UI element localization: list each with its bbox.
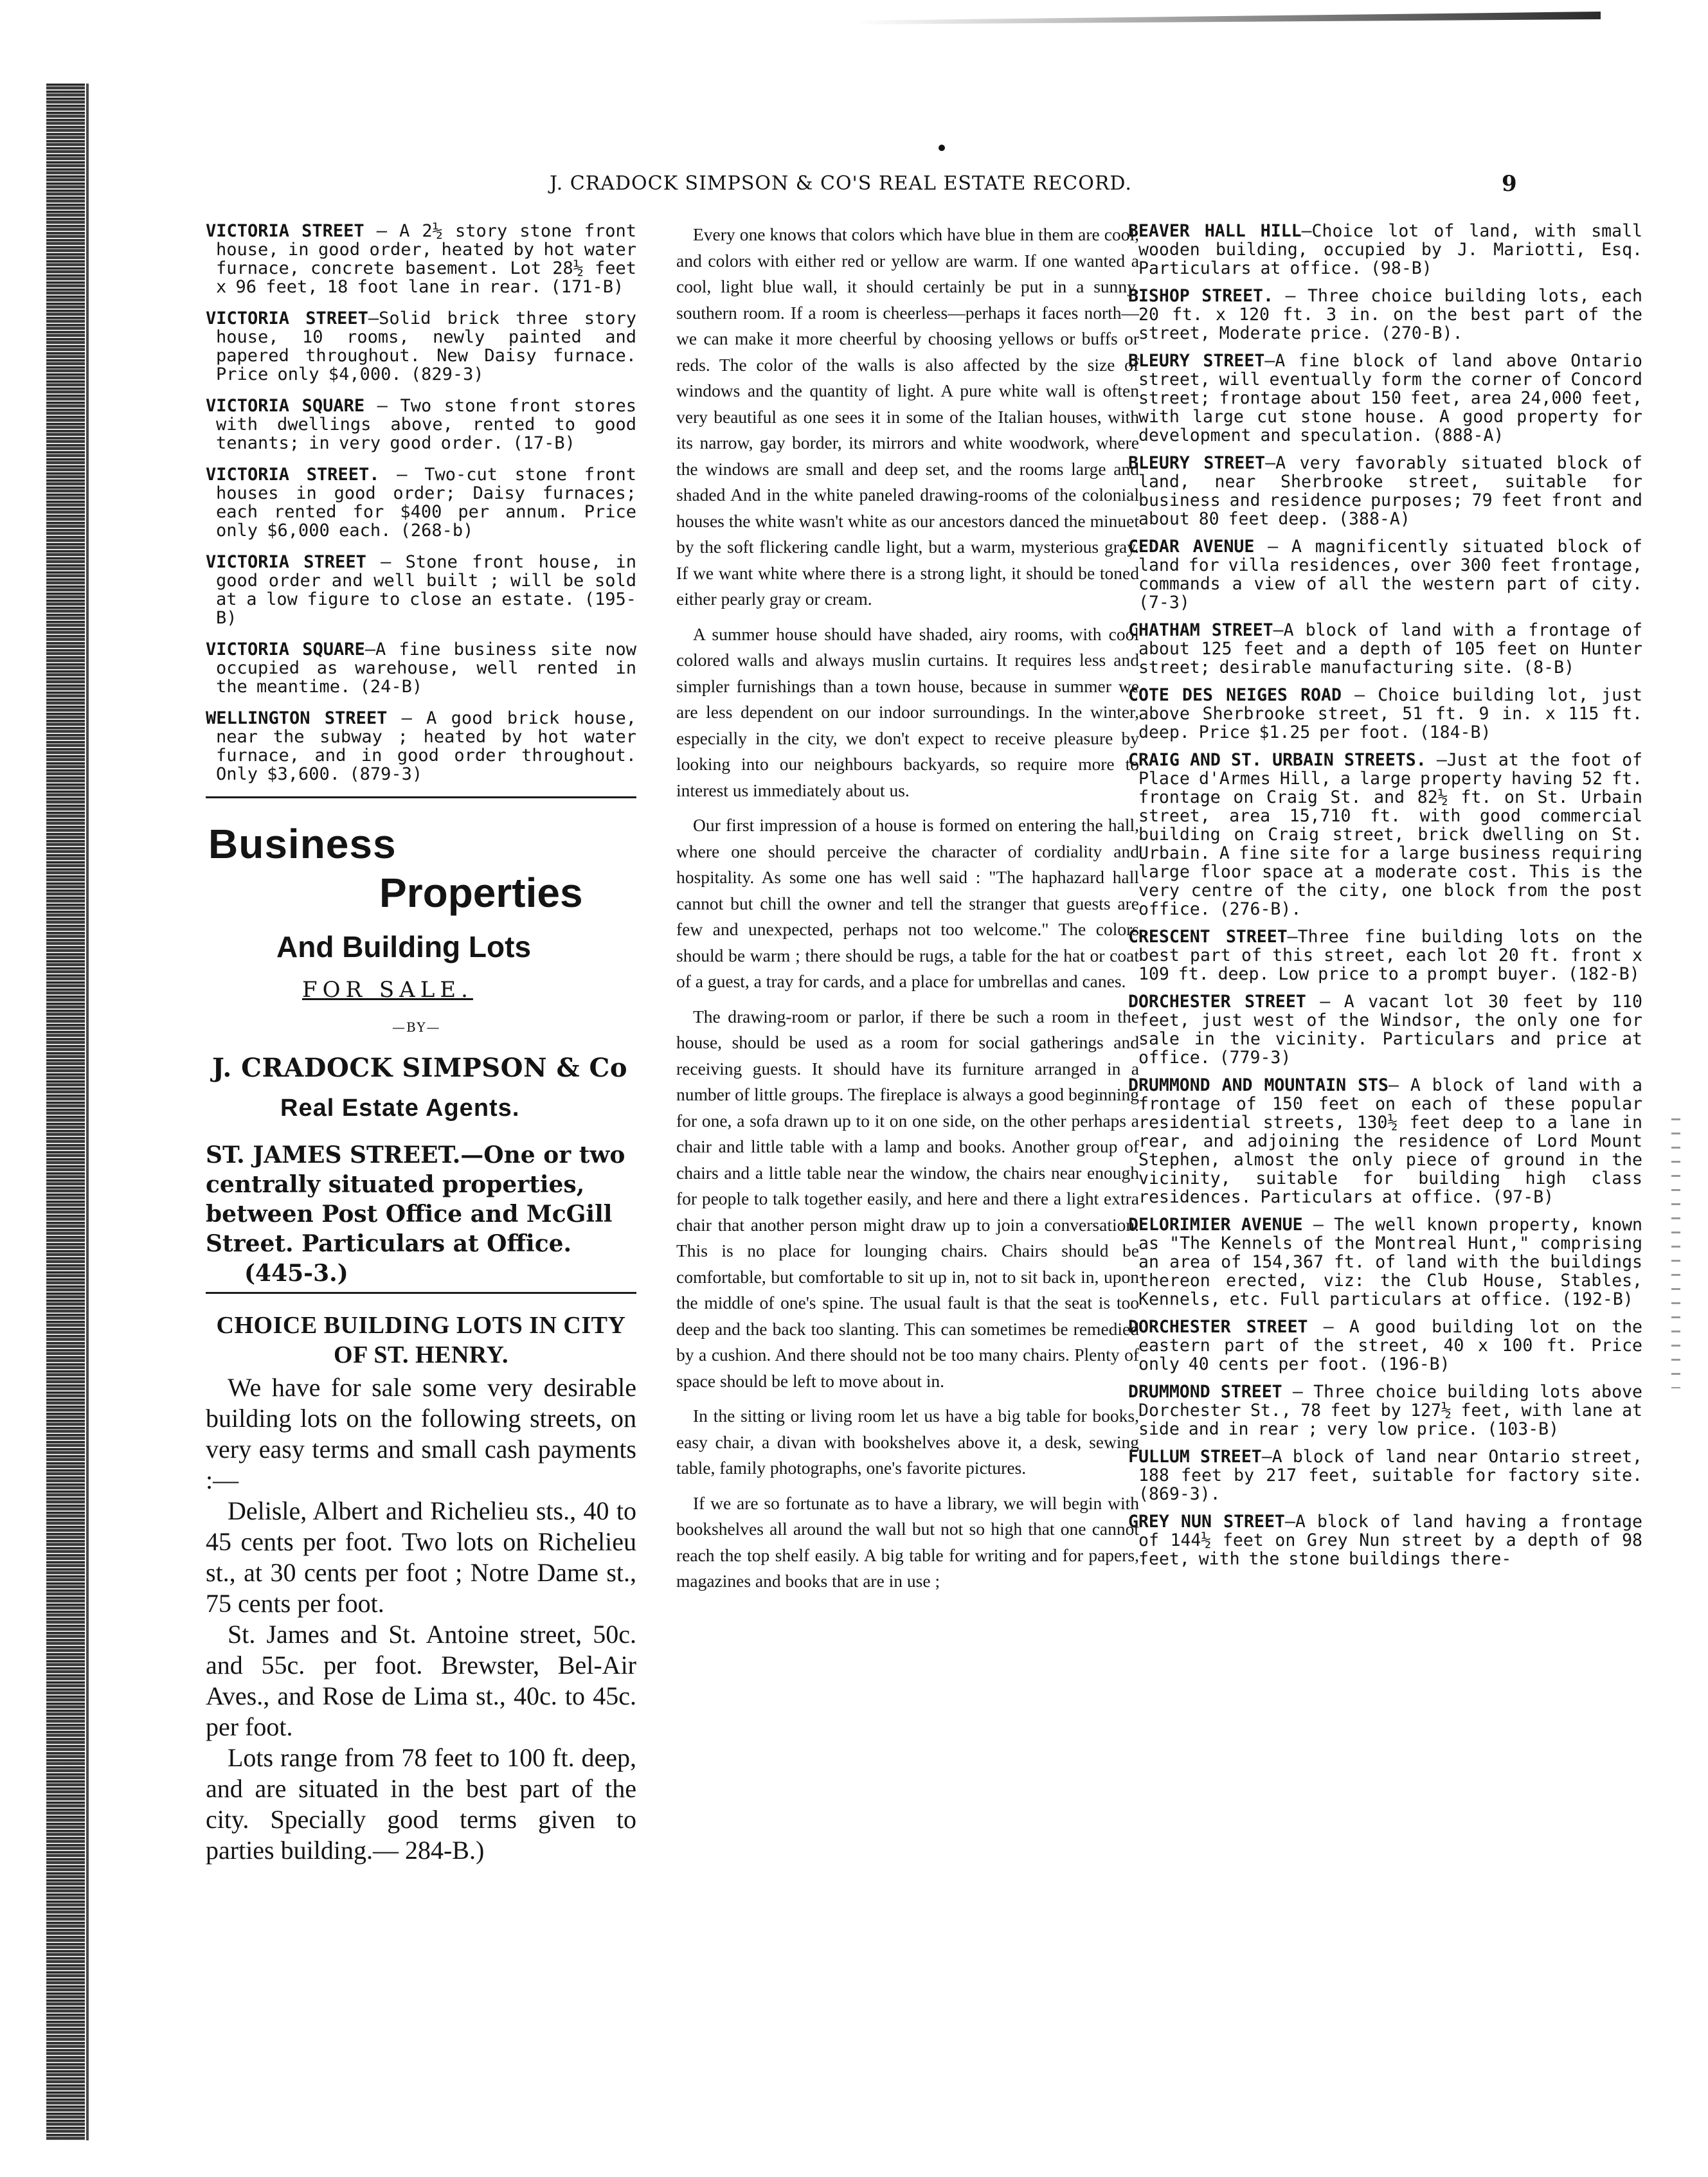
listing-item: [1128, 992, 1642, 1067]
listing-street: COTE DES NEIGES ROAD: [1128, 685, 1342, 705]
left-binding-edge: [46, 84, 85, 2140]
listing-street: DRUMMOND AND MOUNTAIN STS: [1128, 1075, 1389, 1095]
article-paragraph: If we are so fortunate as to have a library, we will begin with bookshelves all around the wall but not so high that one cannot reach the top shelf easily. A big table for writing and for papers, magazines and books that are in use ;: [676, 1492, 1139, 1591]
listing-item: [1128, 352, 1642, 445]
listings-right: [1128, 222, 1642, 1568]
listing-item: [1128, 686, 1642, 742]
ad-rule: [206, 1292, 636, 1294]
listing-item: [1128, 1318, 1642, 1374]
listing-item: [1128, 1215, 1642, 1309]
listing-street: CRESCENT STREET: [1128, 927, 1288, 947]
listing-text: — Choice building lot, just above Sherbrooke street, 51 ft. 9 in. x 115 ft. deep. Price $1.25 per foot. (184-B): [1138, 685, 1642, 742]
ad-paragraph: We have for sale some very desirable building lots on the following streets, on very easy terms and small cash payments :—: [206, 1373, 636, 1494]
article-paragraph: A summer house should have shaded, airy rooms, with cool colored walls and always muslin curtains. It requires less and simpler furnishings than a town house, because in summer we are less dependent on our indoor surroundings. In the winter, especially in the city, we don't expect to receive pleasure by looking into our neighbours backyards, so require more to interest us immediately about us.: [676, 623, 1139, 800]
ad-st-henry-text: [206, 1372, 636, 1866]
ad-st-james: [206, 1140, 636, 1288]
listing-item: [206, 309, 636, 384]
listing-street: WELLINGTON STREET: [206, 708, 388, 728]
listing-item: [1128, 751, 1642, 918]
listing-street: CRAIG AND ST. URBAIN STREETS.: [1128, 750, 1426, 770]
listing-text: — The well known property, known as "The Kennels of the Montreal Hunt," comprising an area of 154,367 ft. of land with the buildings thereon erected, viz: the Club House, Stables, Kennels, etc. Full particulars at office. (192-B): [1138, 1215, 1642, 1309]
listing-street: FULLUM STREET: [1128, 1447, 1262, 1467]
listing-text: —A fine business site now occupied as warehouse, well rented in the meantime. (24-B): [216, 640, 636, 697]
listing-text: — A magnificently situated block of land for villa residences, over 300 feet frontage, commands a view of all the western part of city. (7-3): [1138, 537, 1643, 613]
listing-item: [206, 553, 636, 627]
listing-street: BEAVER HALL HILL: [1128, 221, 1302, 241]
listing-street: DRUMMOND STREET: [1128, 1382, 1282, 1402]
listing-item: [206, 222, 636, 296]
listing-text: —Solid brick three story house, 10 rooms, newly painted and papered throughout. New Daisy furnace. Price only $4,000. (829-3): [216, 309, 636, 384]
right-scan-specks: [1671, 1118, 1680, 1388]
article-paragraph: In the sitting or living room let us have a big table for books, easy chair, a divan with bookshelves above it, a desk, sewing table, family photographs, one's favorite pictures.: [676, 1406, 1139, 1478]
listing-text: —A block of land with a frontage of about 125 feet and a depth of 105 feet on Hunter street; desirable manufacturing site. (8-B): [1138, 620, 1642, 677]
listing-street: CEDAR AVENUE: [1128, 537, 1255, 557]
listing-street: DORCHESTER STREET: [1128, 1317, 1308, 1337]
listing-street: DORCHESTER STREET: [1128, 992, 1306, 1012]
ad-subtitle: And Building Lots: [276, 930, 532, 963]
article-paragraph: Our first impression of a house is formed on entering the hall, where one should perceive the character of cordiality and hospitality. As some one has well said : "The haphazard hall cannot but chill the owner and tell the stranger that guests are few and unexpected, perhaps not too welcome." The colors should be warm ; there should be rugs, a table for the hat or coat of a guest, a tray for cards, and a place for umbrellas and canes.: [676, 815, 1139, 991]
listing-street: VICTORIA SQUARE: [206, 396, 365, 416]
ad-firm-name: J. CRADOCK SIMPSON & Co: [212, 1053, 628, 1083]
ad-for-sale: FOR SALE.: [302, 977, 473, 1003]
article-paragraph: Every one knows that colors which have blue in them are cool, and colors with either red or yellow are warm. If one wanted a cool, light blue wall, it should certainly be put in a sunny, southern room. If a room is cheerless—perhaps it faces north—we can make it more cheerful by choosing yellows or buffs or reds. The color of the walls is also affected by the size of windows and the quantity of light. A pure white wall is often very beautiful as one sees it in some of the Italian houses, with its narrow, gay border, its mirrors and white woodwork, where the windows are small and deep set, and the rooms large and shaded And in the white paneled drawing-rooms of the colonial houses the white wasn't white as our ancestors danced the minuet by the soft flickering candle light, but a warm, mysterious gray. If we want white where there is a strong light, it should be toned either pearly gray or cream.: [676, 224, 1139, 609]
listing-street: CHATHAM STREET: [1128, 620, 1273, 640]
ad-by: —BY—: [392, 1019, 441, 1035]
ad-agents: Real Estate Agents.: [280, 1095, 520, 1122]
listing-text: — A good brick house, near the subway ; heated by hot water furnace, and in good order throughout. Only $3,600. (879-3): [216, 708, 637, 784]
listing-street: BLEURY STREET: [1128, 351, 1265, 371]
column-article: [676, 222, 1139, 1604]
listing-text: —A block of land near Ontario street, 188 feet by 217 feet, suitable for factory site. (869-3).: [1138, 1447, 1642, 1504]
listing-street: DELORIMIER AVENUE: [1128, 1215, 1303, 1235]
ad-st-henry-heading: CHOICE BUILDING LOTS IN CITY OF ST. HENRY.: [216, 1312, 626, 1368]
listing-street: VICTORIA STREET.: [206, 465, 380, 485]
listing-text: — A 2½ story stone front house, in good order, heated by hot water furnace, concrete basement. Lot 28½ feet x 96 feet, 18 foot lane in rear. (171-B): [216, 221, 636, 297]
ad-paragraph: Lots range from 78 feet to 100 ft. deep, and are situated in the best part of the city. Specially good terms given to parties building.— 284-B.): [206, 1743, 636, 1865]
listing-item: [206, 640, 636, 696]
listing-text: — Stone front house, in good order and well built ; will be sold at a low figure to close an estate. (195-B): [216, 552, 636, 628]
listing-item: [206, 397, 636, 452]
running-head: J. CRADOCK SIMPSON & CO'S REAL ESTATE RECORD.: [550, 172, 1132, 195]
listing-text: — Two stone front stores with dwellings above, rented to good tenants; in very good order. (17-B): [216, 396, 636, 453]
top-scan-smudge: [855, 12, 1601, 24]
ad-st-james-ref: (445-3.): [244, 1260, 348, 1287]
listing-text: —A fine block of land above Ontario street, will eventually form the corner of Concord street; frontage about 150 feet, area 24,000 feet, with large cut stone house. A good property for development and speculation. (888-A): [1138, 351, 1642, 445]
listing-text: — Three choice building lots, each 20 ft. x 120 ft. 3 in. on the best part of the street, Moderate price. (270-B).: [1138, 286, 1642, 343]
listing-text: — A vacant lot 30 feet by 110 feet, just west of the Windsor, the only one for sale in the vicinity. Particulars and price at office. (779-3): [1138, 992, 1642, 1068]
article-paragraph: The drawing-room or parlor, if there be such a room in the house, should be used as a room for social gatherings and receiving guests. It should have its furniture arranged in a number of little groups. The fireplace is always a good beginning for one, a sofa drawn up to it on one side, on the other perhaps a chair and little table with a lamp and books. Another group of chairs and a little table near the window, the chairs near enough for people to talk together easily, and here and there a light extra chair that another person might draw up to join a conversation. This is no place for lounging chairs. Chairs should be comfortable, but comfortable to sit up in, not to sit back in, upon the middle of one's spine. The usual fault is that the seat is too deep and the back too slanting. This can sometimes be remedied by a cushion. And there should not be too many chairs. Plenty of space should be left to move about in.: [676, 1006, 1139, 1391]
listings-left: [206, 222, 636, 784]
ad-title-business: Business: [208, 821, 397, 867]
listing-street: VICTORIA STREET: [206, 221, 364, 241]
page-number: 9: [1502, 171, 1517, 197]
listing-item: [1128, 1447, 1642, 1503]
listing-text: —Three fine building lots on the best part of this street, each lot 20 ft. front x 109 ft. deep. Low price to a prompt buyer. (182-B): [1138, 927, 1642, 984]
listing-street: VICTORIA STREET: [206, 309, 368, 328]
listing-item: [1128, 287, 1642, 343]
ad-paragraph: Delisle, Albert and Richelieu sts., 40 to 45 cents per foot. Two lots on Richelieu st., at 30 cents per foot ; Notre Dame st., 75 cents per foot.: [206, 1496, 636, 1618]
listing-street: GREY NUN STREET: [1128, 1512, 1285, 1532]
listing-item: [1128, 927, 1642, 983]
listing-text: — Three choice building lots above Dorchester St., 78 feet by 127½ feet, with lane at side and in rear ; very low price. (103-B): [1138, 1382, 1642, 1439]
column-right: [1128, 222, 1642, 1577]
listing-text: —Choice lot of land, with small wooden building, occupied by J. Mariotti, Esq. Particulars at office. (98-B): [1138, 221, 1642, 278]
listing-item: [1128, 537, 1642, 612]
business-properties-ad: [206, 820, 636, 1866]
listing-item: [206, 709, 636, 784]
listing-item: [1128, 621, 1642, 677]
listing-street: VICTORIA STREET: [206, 552, 366, 572]
listing-item: [1128, 1076, 1642, 1206]
listing-street: VICTORIA SQUARE: [206, 640, 365, 659]
listing-text: —A block of land having a frontage of 144½ feet on Grey Nun street by a depth of 98 feet, with the stone buildings there-: [1138, 1512, 1642, 1569]
listing-text: — Two-cut stone front houses in good order; Daisy furnaces; each rented for $400 per annum. Price only $6,000 each. (268-b): [216, 465, 636, 541]
listing-street: BLEURY STREET: [1128, 453, 1266, 473]
listing-street: BISHOP STREET.: [1128, 286, 1273, 306]
listing-item: [1128, 1512, 1642, 1568]
listing-text: —Just at the foot of Place d'Armes Hill, a large property having 52 ft. frontage on Craig St. and 82½ ft. on St. Urbain street, area 15,710 ft. with good commercial building on Craig street, brick dwelling on St. Urbain. A fine site for a large business requiring large floor space at a moderate cost. This is the very centre of the city, one block from the post office. (276-B).: [1138, 750, 1642, 919]
listing-text: — A good building lot on the eastern part of the street, 40 x 100 ft. Price only 40 cents per foot. (196-B): [1138, 1317, 1642, 1374]
listing-text: — A block of land with a frontage of 150 feet on each of these popular residential streets, 130½ feet deep to a lane in rear, and adjoining the residence of Lord Mount Stephen, almost the only piece of ground in the vicinity, suitable for building high class residences. Particulars at office. (97-B): [1138, 1075, 1642, 1207]
listing-item: [1128, 454, 1642, 528]
listing-item: [1128, 1383, 1642, 1438]
listing-item: [206, 465, 636, 540]
ad-paragraph: St. James and St. Antoine street, 50c. and 55c. per foot. Brewster, Bel-Air Aves., and Rose de Lima st., 40c. to 45c. per foot.: [206, 1620, 636, 1741]
print-dot: [939, 145, 945, 151]
listing-text: —A very favorably situated block of land, near Sherbrooke street, suitable for business and residence purposes; 79 feet front and about 80 feet deep. (388-A): [1138, 453, 1642, 529]
column-left: [206, 222, 636, 1866]
ad-st-james-text: ST. JAMES STREET.—One or two centrally situated properties, between Post Office and McGill Street. Particulars at Office.: [206, 1142, 625, 1257]
listing-item: [1128, 222, 1642, 278]
ad-title-properties: Properties: [379, 870, 583, 916]
column-rule: [206, 796, 636, 798]
